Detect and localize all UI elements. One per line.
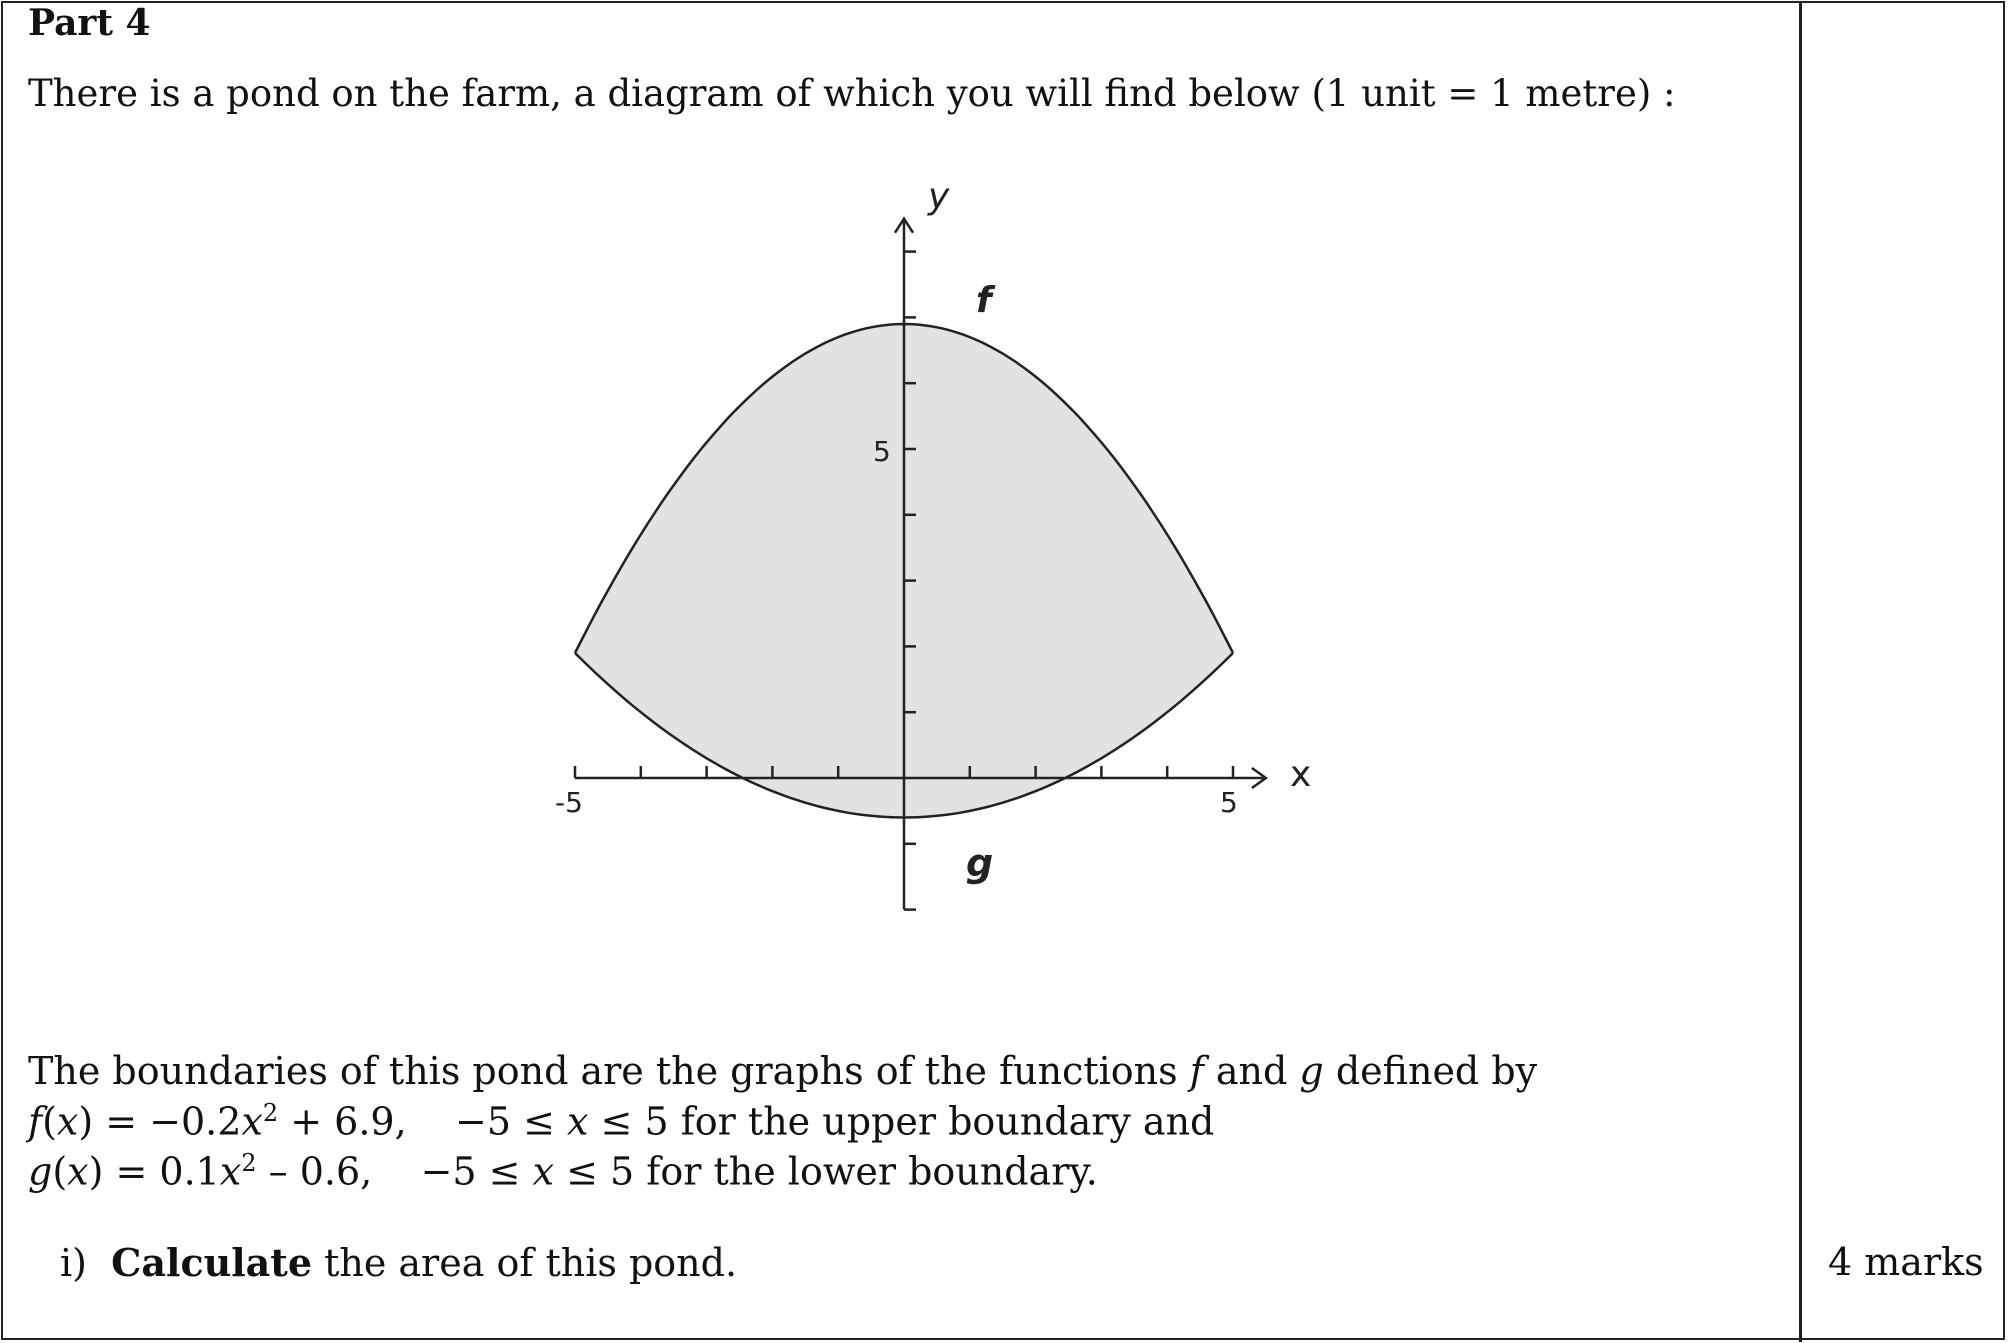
x-tick-label-max: 5 [1220,786,1238,819]
part-title: Part 4 [28,2,151,44]
question-i [60,1240,737,1285]
y-tick-label-5: 5 [873,435,891,468]
f-definition: $f(x) = -0.2x^2 + 6.9$, −5 ≤ x ≤ 5 for the upper boundary and [28,1099,1215,1144]
x-tick-label-min: -5 [555,786,583,819]
boundaries-intro: The boundaries of this pond are the graphs of the functions f and g defined by [28,1049,1538,1093]
curve-f-label: f [976,280,992,321]
curve-g-label: g [966,841,994,885]
g-definition: $g(x) = 0.1x^2 - 0.6$, −5 ≤ x ≤ 5 for the lower boundary. [28,1149,1098,1194]
question-verb: Calculate [111,1240,313,1285]
x-axis-label: x [1290,754,1312,795]
y-axis-label: y [928,176,950,217]
question-number: i) [60,1241,87,1285]
question-text: the area of this pond. [312,1241,738,1285]
intro-text: There is a pond on the farm, a diagram of which you will find below (1 unit = 1 metre) : [28,72,1676,115]
marks-label: 4 marks [1828,1240,1984,1284]
